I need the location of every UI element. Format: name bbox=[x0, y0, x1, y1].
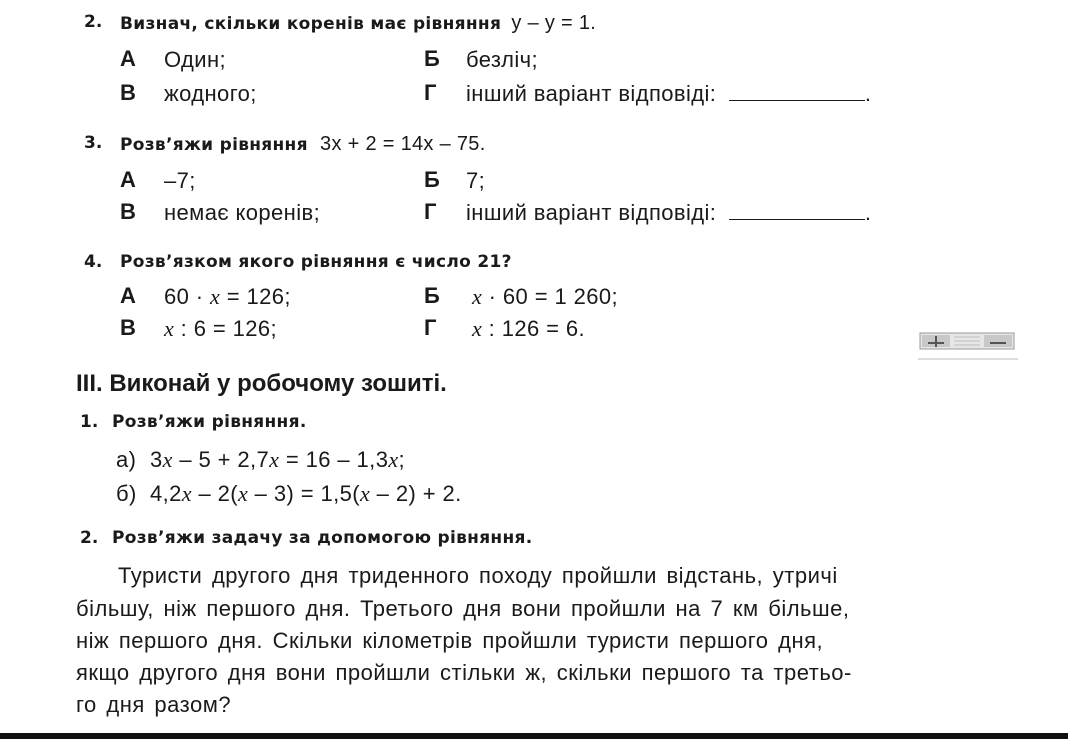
q2-option-d-text bbox=[466, 81, 871, 107]
task-1a-var1: x bbox=[162, 447, 173, 472]
task-2-number: 2. bbox=[80, 528, 99, 548]
task-1b-var1: x bbox=[181, 481, 192, 506]
task-2-text: Розв’яжи задачу за допомогою рівняння. bbox=[112, 528, 533, 548]
problem-line-1: Туристи другого дня триденного походу пройшли відстань, утричі bbox=[118, 563, 838, 588]
q2-option-b-text: безліч; bbox=[466, 47, 539, 72]
q2-option-a-text: Один; bbox=[164, 47, 227, 72]
bottom-border bbox=[0, 733, 1068, 739]
question-3-number: 3. bbox=[84, 133, 103, 153]
q2-option-a-letter: А bbox=[120, 46, 136, 71]
q3-option-d-text bbox=[466, 200, 871, 226]
task-1-number: 1. bbox=[80, 412, 99, 432]
q4-option-d-part: : 126 = 6. bbox=[482, 316, 586, 341]
q4-option-a-variable: x bbox=[210, 284, 221, 309]
q4-option-c-part: : 6 = 126; bbox=[174, 316, 278, 341]
task-1b-var2: x bbox=[238, 481, 249, 506]
q3-option-a-letter: А bbox=[120, 167, 136, 192]
task-1b-part4: – 2) + 2. bbox=[370, 481, 462, 506]
question-4-text: Розв’язком якого рівняння є число 21? bbox=[120, 252, 512, 272]
q3-option-d-end: . bbox=[864, 200, 872, 225]
problem-line-2: більшу, ніж першого дня. Третього дня вони пройшли на 7 км більше, bbox=[76, 596, 850, 621]
q4-option-b-text bbox=[472, 284, 618, 310]
task-1b-var3: x bbox=[359, 481, 371, 506]
q2-option-d-letter: Г bbox=[424, 80, 437, 105]
question-2-number: 2. bbox=[84, 12, 103, 32]
section-title: ІІІ. Виконай у робочому зошиті. bbox=[76, 370, 447, 397]
q2-option-c-letter: В bbox=[120, 80, 136, 105]
task-1a-part1: 3 bbox=[150, 447, 163, 472]
question-2-text bbox=[120, 12, 596, 35]
q4-option-d-text bbox=[472, 316, 585, 342]
q3-option-b-text: 7; bbox=[466, 168, 486, 193]
task-1a-part2: – 5 + 2,7 bbox=[172, 447, 270, 472]
q3-option-c-letter: В bbox=[120, 199, 136, 224]
q2-answer-blank[interactable] bbox=[729, 82, 865, 101]
q4-option-d-variable: x bbox=[472, 316, 483, 341]
q4-option-c-text bbox=[164, 316, 277, 342]
q3-option-c-text: немає коренів; bbox=[164, 200, 321, 225]
task-1b-part1: 4,2 bbox=[150, 481, 182, 506]
problem-line-5: го дня разом? bbox=[76, 692, 232, 717]
q3-option-d-label: інший варіант відповіді: bbox=[466, 200, 717, 225]
question-2-equation: y – y = 1. bbox=[511, 12, 597, 34]
task-1b-equation bbox=[150, 481, 462, 507]
q4-option-c-letter: В bbox=[120, 315, 136, 340]
question-3-equation: 3x + 2 = 14x – 75. bbox=[320, 133, 486, 155]
task-1b-label: б) bbox=[116, 481, 137, 506]
task-1a-var2: x bbox=[269, 447, 280, 472]
q4-option-a-part2: = 126; bbox=[220, 284, 291, 309]
q2-option-b-letter: Б bbox=[424, 46, 440, 71]
q4-option-b-part: · 60 = 1 260; bbox=[482, 284, 619, 309]
task-1a-label: а) bbox=[116, 447, 137, 472]
question-3-prompt: Розв’яжи рівняння bbox=[120, 135, 308, 155]
problem-line-3: ніж першого дня. Скільки кілометрів пройшли туристи першого дня, bbox=[76, 628, 824, 653]
q3-answer-blank[interactable] bbox=[729, 201, 865, 220]
q4-option-c-variable: x bbox=[164, 316, 175, 341]
question-4-number: 4. bbox=[84, 252, 103, 272]
q4-option-d-letter: Г bbox=[424, 315, 437, 340]
q4-option-b-variable: x bbox=[472, 284, 483, 309]
q4-option-a-text bbox=[164, 284, 291, 310]
q2-option-d-end: . bbox=[864, 81, 872, 106]
q4-option-a-letter: А bbox=[120, 283, 136, 308]
task-1a-equation bbox=[150, 447, 405, 473]
task-1a-var3: x bbox=[388, 447, 399, 472]
q3-option-a-text: –7; bbox=[164, 168, 196, 193]
q3-option-d-letter: Г bbox=[424, 199, 437, 224]
q4-option-b-letter: Б bbox=[424, 283, 440, 308]
task-1b-part2: – 2( bbox=[191, 481, 238, 506]
scale-icon bbox=[918, 327, 1018, 368]
question-3-text bbox=[120, 133, 486, 156]
q4-option-a-part1: 60 · bbox=[164, 284, 211, 309]
problem-line-4: якщо другого дня вони пройшли стільки ж, скільки першого та третьо- bbox=[76, 660, 852, 685]
q2-option-d-label: інший варіант відповіді: bbox=[466, 81, 717, 106]
task-1b-part3: – 3) = 1,5( bbox=[248, 481, 360, 506]
task-1a-part3: = 16 – 1,3 bbox=[279, 447, 389, 472]
question-2-prompt: Визнач, скільки коренів має рівняння bbox=[120, 14, 502, 34]
q2-option-c-text: жодного; bbox=[164, 81, 257, 106]
q3-option-b-letter: Б bbox=[424, 167, 440, 192]
task-1-text: Розв’яжи рівняння. bbox=[112, 412, 307, 432]
task-1a-part4: ; bbox=[398, 447, 406, 472]
